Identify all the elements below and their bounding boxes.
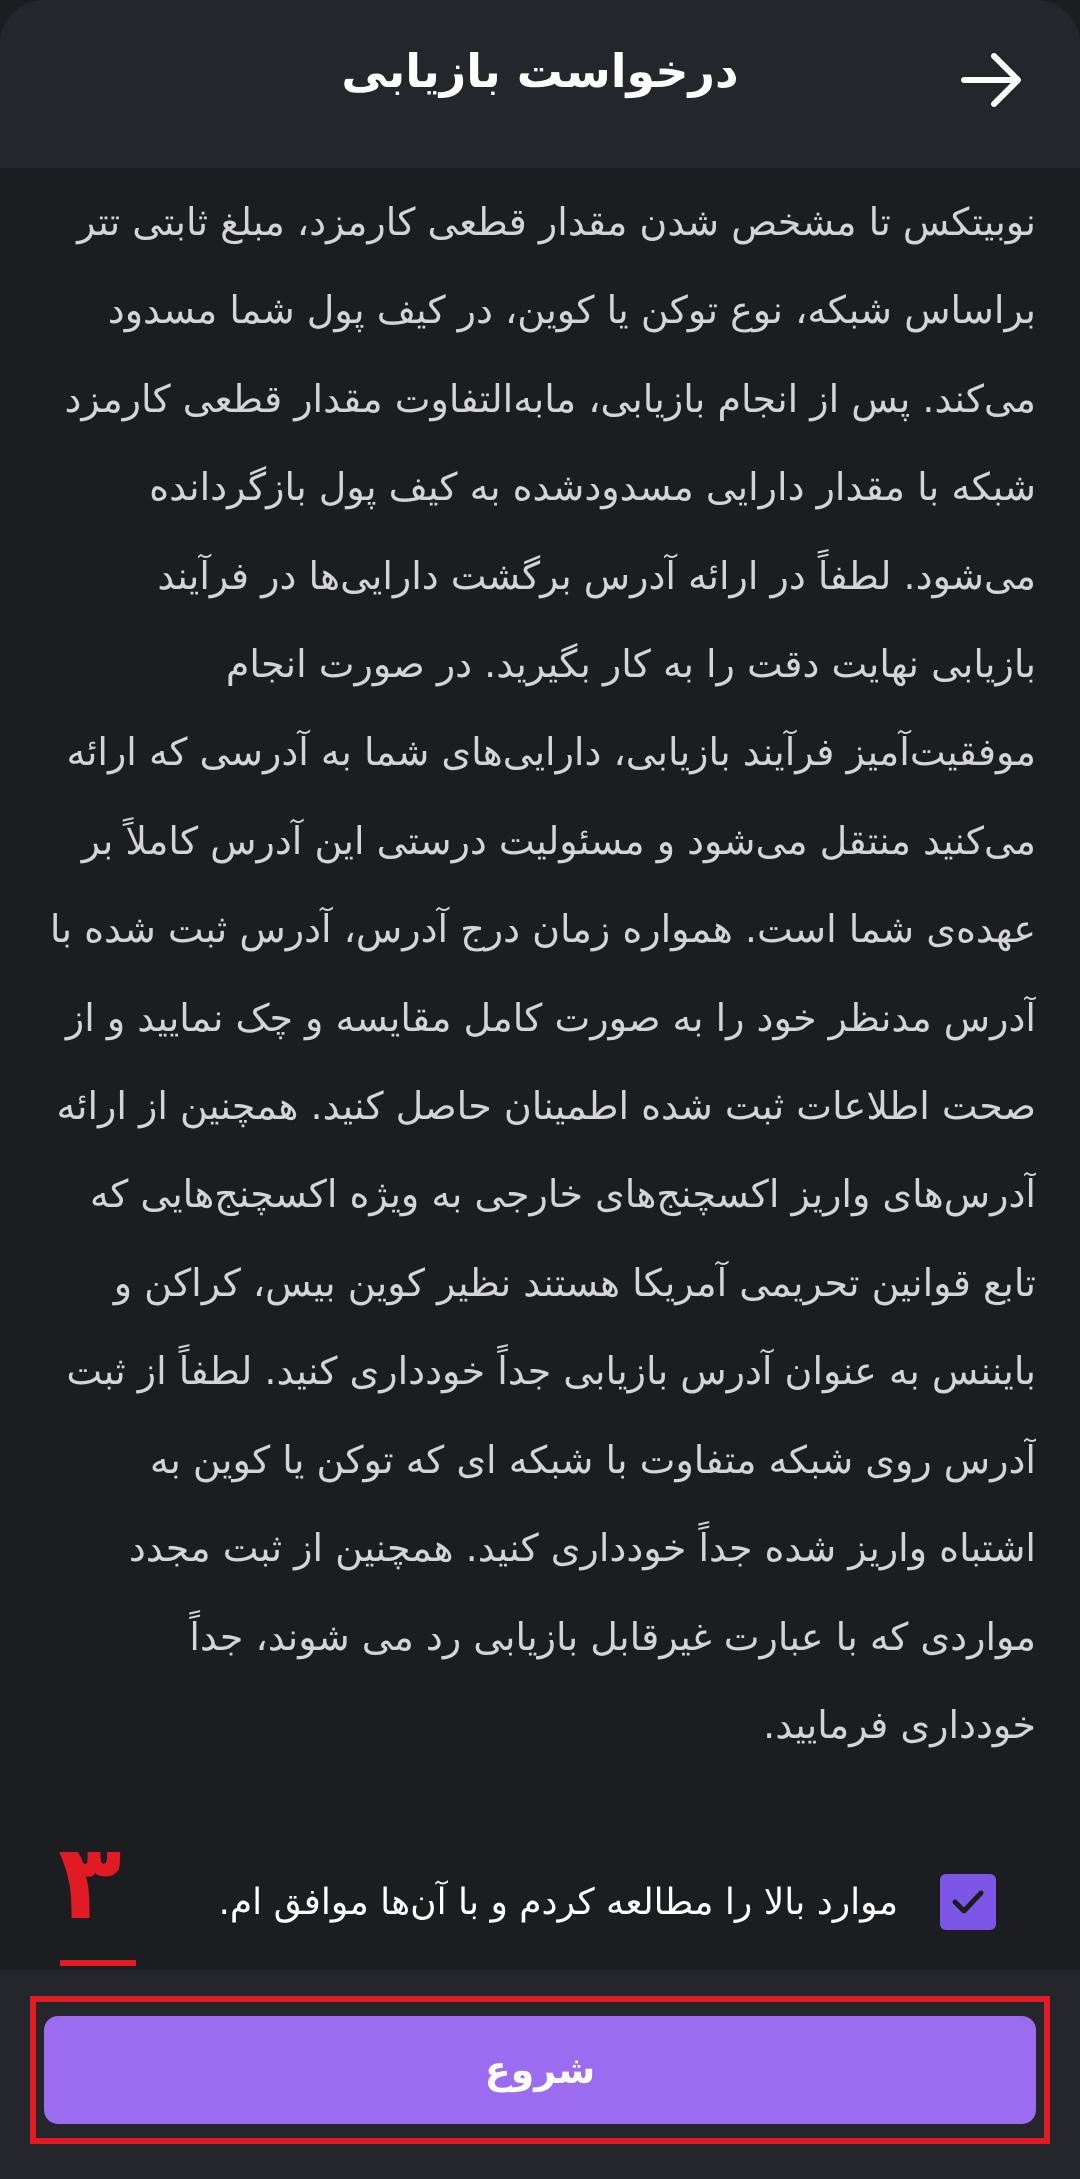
- agreement-checkbox[interactable]: [940, 1874, 996, 1930]
- check-icon: [948, 1882, 988, 1922]
- terms-text: نوبیتکس تا مشخص شدن مقدار قطعی کارمزد، مبلغ ثابتی تتر براساس شبکه، نوع توکن یا کوین، در کیف پول شما مسدود می‌کند. پس از انجام بازیابی، مابه‌التفاوت مقدار قطعی کارمزد شبکه با مقدار دارایی مسدودشده به کیف پول بازگردانده می‌شود. لطفاً در ارائه آدرس برگشت دارایی‌ها در فرآیند بازیابی نهایت دقت را به کار بگیرید. در صورت انجام موفقیت‌آمیز فرآیند بازیابی، دارایی‌های شما به آدرسی که ارائه می‌کنید منتقل می‌شود و مسئولیت درستی این آدرس کاملاً بر عهده‌ی شما است. همواره زمان درج آدرس، آدرس ثبت شده با آدرس مدنظر خود را به صورت کامل مقایسه و چک نمایید و از صحت اطلاعات ثبت شده اطمینان حاصل کنید. همچنین از ارائه آدرس‌های واریز اکسچنج‌های خارجی به ویژه اکسچنج‌هایی که تابع قوانین تحریمی آمریکا هستند نظیر کوین بیس، کراکن و بایننس به عنوان آدرس بازیابی جداً خودداری کنید. لطفاً از ثبت آدرس روی شبکه متفاوت با شبکه ای که توکن یا کوین به اشتباه واریز شده جداً خودداری کنید. همچنین از ثبت مجدد مواردی که با عبارت غیرقابل بازیابی رد می شوند، جداً خودداری فرمایید.: [49, 200, 1036, 1747]
- header: [0, 0, 1080, 168]
- start-button[interactable]: شروع: [44, 2016, 1036, 2124]
- step-number-annotation: ۳: [58, 1821, 122, 1943]
- back-button[interactable]: [952, 40, 1032, 120]
- page-title: درخواست بازیابی: [341, 44, 739, 98]
- arrow-right-icon: [960, 52, 1024, 108]
- agreement-row[interactable]: [218, 1872, 996, 1932]
- agreement-label: موارد بالا را مطالعه کردم و با آن‌ها موافق ام.: [218, 1881, 898, 1923]
- step-underline: [60, 1960, 136, 1966]
